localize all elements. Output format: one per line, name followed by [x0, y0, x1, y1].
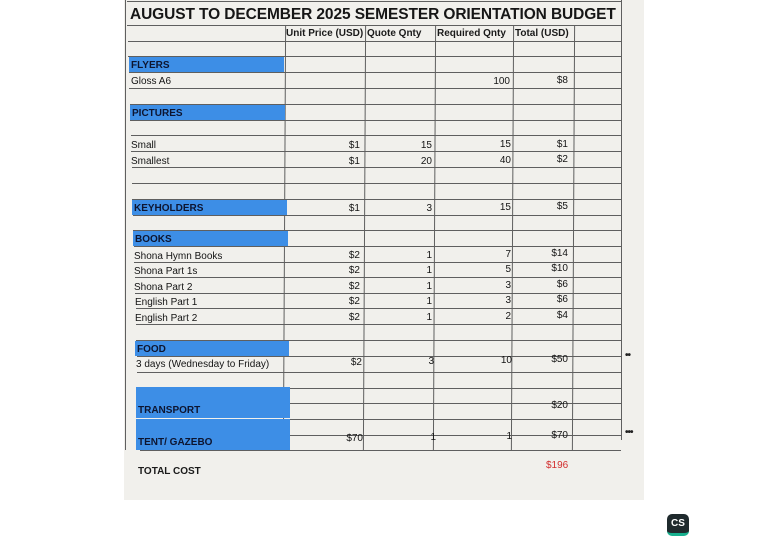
- grid-row-line: [127, 25, 621, 26]
- margin-mark: ••: [625, 350, 631, 361]
- grid-row-line: [127, 1, 621, 2]
- tent-unit: $70: [346, 433, 363, 444]
- books-item-unit: $2: [348, 312, 360, 323]
- total-cost-value: $196: [546, 460, 569, 471]
- grid-row-line: [136, 324, 621, 325]
- books-item-label: English Part 2: [135, 313, 198, 324]
- transport-total: $20: [551, 400, 568, 411]
- pictures-item-quote: 20: [420, 156, 432, 167]
- books-item-quote: 1: [426, 312, 432, 323]
- keyholders-total: $5: [556, 201, 568, 212]
- keyholders-required: 15: [499, 202, 511, 213]
- tent-total: $70: [551, 430, 568, 441]
- books-item-quote: 1: [426, 296, 432, 307]
- camscanner-logo: CS: [667, 514, 689, 536]
- tent-quote: 1: [430, 432, 436, 443]
- section-band-tent-top: [136, 419, 290, 435]
- section-flyers: FLYERS: [131, 60, 170, 71]
- books-item-unit: $2: [348, 250, 360, 261]
- books-item-total: $14: [551, 248, 568, 259]
- grid-row-line: [129, 88, 621, 89]
- section-keyholders: KEYHOLDERS: [134, 203, 204, 214]
- section-pictures: PICTURES: [132, 108, 183, 119]
- books-item-label: Shona Part 1s: [134, 266, 198, 277]
- books-item-label: Shona Part 2: [134, 282, 193, 293]
- flyers-item-label: Gloss A6: [131, 76, 172, 87]
- grid-row-line: [133, 215, 621, 216]
- grid-row-line: [134, 246, 621, 247]
- margin-mark: •••: [625, 427, 633, 438]
- pictures-item-unit: $1: [348, 156, 360, 167]
- pictures-item-label: Smallest: [131, 156, 170, 167]
- books-item-total: $4: [556, 310, 568, 321]
- keyholders-quote: 3: [426, 203, 432, 214]
- pictures-item-label: Small: [131, 140, 157, 151]
- section-transport: TRANSPORT: [138, 405, 201, 416]
- books-item-total: $10: [551, 263, 568, 274]
- books-item-total: $6: [556, 279, 568, 290]
- pictures-item-unit: $1: [348, 140, 360, 151]
- grid-row-line: [137, 372, 621, 373]
- books-item-required: 5: [505, 264, 511, 275]
- books-item-unit: $2: [348, 265, 360, 276]
- section-books: BOOKS: [135, 234, 172, 245]
- books-item-required: 3: [505, 280, 511, 291]
- grid-row-line: [132, 183, 621, 184]
- grid-row-line: [135, 277, 621, 278]
- grid-row-line: [131, 135, 621, 136]
- pictures-item-total: $2: [556, 154, 568, 165]
- grid-column-line: [621, 0, 622, 440]
- books-item-required: 3: [505, 295, 511, 306]
- food-item-label: 3 days (Wednesday to Friday): [136, 359, 270, 370]
- keyholders-unit: $1: [348, 203, 360, 214]
- food-quote: 3: [428, 356, 434, 367]
- books-item-quote: 1: [426, 281, 432, 292]
- section-food: FOOD: [137, 344, 166, 355]
- books-item-total: $6: [556, 294, 568, 305]
- flyers-required: 100: [493, 76, 510, 87]
- food-unit: $2: [350, 357, 362, 368]
- grid-row-line: [130, 120, 621, 121]
- books-item-required: 2: [505, 311, 511, 322]
- total-cost-label: TOTAL COST: [138, 466, 201, 477]
- grid-row-line: [140, 450, 621, 451]
- grid-column-line: [125, 0, 126, 450]
- books-item-unit: $2: [348, 296, 360, 307]
- books-item-quote: 1: [426, 265, 432, 276]
- tent-required: 1: [506, 431, 512, 442]
- section-tent: TENT/ GAZEBO: [138, 437, 213, 448]
- grid-row-line: [132, 167, 621, 168]
- header-required-qnty: Required Qnty: [437, 28, 506, 39]
- books-item-label: Shona Hymn Books: [134, 251, 223, 262]
- food-required: 10: [500, 355, 512, 366]
- sheet-title: AUGUST TO DECEMBER 2025 SEMESTER ORIENTATION BUDGET: [130, 6, 616, 23]
- header-quote-qnty: Quote Qnty: [367, 28, 422, 39]
- books-item-required: 7: [505, 249, 511, 260]
- grid-row-line: [129, 72, 621, 73]
- header-unit-price: Unit Price (USD): [286, 28, 364, 39]
- food-total: $50: [551, 354, 568, 365]
- pictures-item-total: $1: [556, 139, 568, 150]
- books-item-quote: 1: [426, 250, 432, 261]
- pictures-item-required: 40: [499, 155, 511, 166]
- grid-row-line: [131, 151, 621, 152]
- grid-row-line: [136, 308, 621, 309]
- books-item-unit: $2: [348, 281, 360, 292]
- pictures-item-quote: 15: [420, 140, 432, 151]
- books-item-label: English Part 1: [135, 297, 198, 308]
- grid-row-line: [128, 41, 621, 42]
- header-total: Total (USD): [515, 28, 569, 39]
- flyers-total: $8: [556, 75, 568, 86]
- section-band-transport-top: [136, 387, 290, 403]
- pictures-item-required: 15: [499, 139, 511, 150]
